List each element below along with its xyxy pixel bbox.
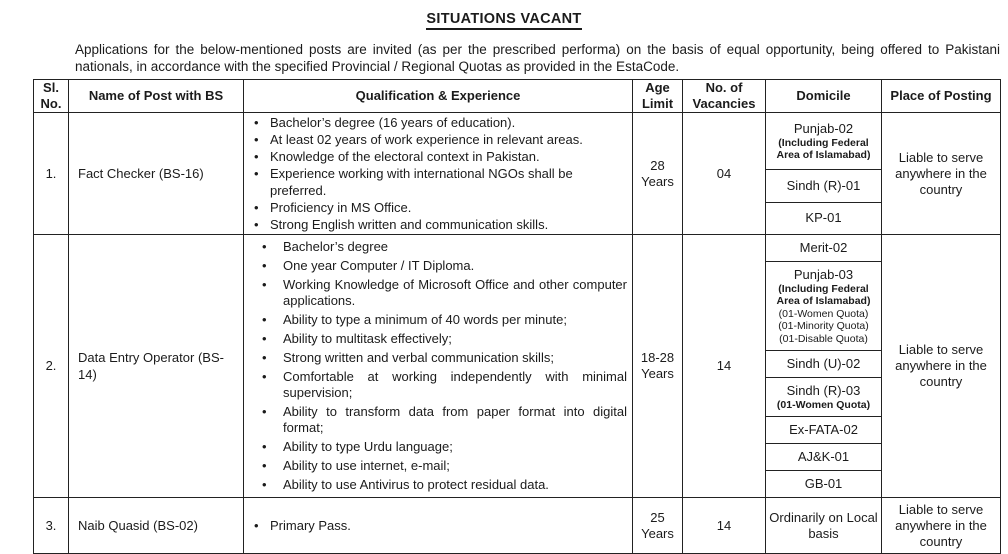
domicile-entry: [766, 498, 881, 553]
qualification-bullet: • Bachelor’s degree (16 years of education).: [249, 114, 627, 131]
page-title: SITUATIONS VACANT: [426, 11, 581, 30]
table-header-row: [34, 80, 1001, 113]
cell-age-limit: 28 Years: [633, 113, 683, 235]
intro-paragraph: Applications for the below-mentioned posts are invited (as per the prescribed performa) on the basis of equal opportunity, being offered to Pakistani nationals, in accordance with the specified Provincial / Regional Quotas as provided in the EstaCode.: [75, 42, 1000, 74]
cell-vacancies: 14: [683, 498, 766, 554]
domicile-value: Sindh (R)-03: [786, 383, 861, 398]
column-header-age-limit: Age Limit: [633, 80, 683, 113]
domicile-quota-note: (01-Minority Quota): [778, 320, 869, 333]
domicile-value: Sindh (U)-02: [786, 356, 861, 372]
qualification-bullet: • Ability to use Antivirus to protect residual data.: [249, 477, 627, 493]
qualification-bullet: • One year Computer / IT Diploma.: [249, 258, 627, 274]
vacancies-table: [33, 79, 1001, 554]
column-header-qualification: Qualification & Experience: [244, 80, 633, 113]
qualification-bullet: • Strong written and verbal communication skills;: [249, 350, 627, 366]
title-row: [33, 10, 975, 32]
cell-vacancies: 14: [683, 235, 766, 498]
cell-domicile: [766, 113, 882, 235]
qualification-bullet: • Strong English written and communication skills.: [249, 216, 627, 233]
qualification-list: [249, 114, 627, 233]
cell-qualification: [244, 235, 633, 498]
domicile-value: Ex-FATA-02: [789, 422, 858, 438]
domicile-entry: [766, 378, 881, 417]
cell-sl-no: 1.: [34, 113, 69, 235]
domicile-stack: [766, 113, 881, 234]
qualification-bullet: • Knowledge of the electoral context in Pakistan.: [249, 148, 627, 165]
domicile-value: Punjab-02: [793, 120, 854, 136]
cell-qualification: [244, 498, 633, 554]
table-row-naib-quasid: [34, 498, 1001, 554]
domicile-value: Ordinarily on Local basis: [769, 509, 878, 541]
cell-post-name: Fact Checker (BS-16): [69, 113, 244, 235]
cell-place-of-posting: Liable to serve anywhere in the country: [882, 113, 1001, 235]
domicile-entry: [766, 235, 881, 262]
domicile-stack: [766, 235, 881, 497]
domicile-value: AJ&K-01: [797, 449, 850, 465]
cell-domicile: [766, 235, 882, 498]
domicile-entry: [766, 444, 881, 471]
domicile-value: Punjab-03: [793, 266, 854, 282]
qualification-list: [249, 239, 627, 493]
domicile-value: GB-01: [804, 476, 843, 492]
cell-domicile: [766, 498, 882, 554]
cell-place-of-posting: Liable to serve anywhere in the country: [882, 498, 1001, 554]
domicile-entry: [766, 113, 881, 170]
domicile-entry: [766, 170, 881, 202]
domicile-entry: [766, 262, 881, 351]
domicile-value: KP-01: [805, 210, 842, 226]
domicile-entry: [766, 351, 881, 378]
domicile-note: (Including Federal Area of Islamabad): [776, 136, 871, 162]
qualification-bullet: • Ability to transform data from paper format into digital format;: [249, 404, 627, 436]
table-row-data-entry-operator: [34, 235, 1001, 498]
qualification-bullet: • At least 02 years of work experience in relevant areas.: [249, 131, 627, 148]
qualification-bullet: • Ability to use internet, e-mail;: [249, 458, 627, 474]
column-header-sl-no: Sl. No.: [34, 80, 69, 113]
qualification-bullet: • Proficiency in MS Office.: [249, 199, 627, 216]
cell-qualification: [244, 113, 633, 235]
cell-age-limit: 25 Years: [633, 498, 683, 554]
qualification-bullet: • Bachelor’s degree: [249, 239, 627, 255]
domicile-entry: [766, 417, 881, 444]
qualification-bullet: • Ability to type a minimum of 40 words per minute;: [249, 312, 627, 328]
qualification-bullet: • Experience working with international NGOs shall be preferred.: [249, 165, 627, 199]
qualification-list: [249, 517, 627, 534]
cell-vacancies: 04: [683, 113, 766, 235]
cell-sl-no: 3.: [34, 498, 69, 554]
cell-post-name: Data Entry Operator (BS-14): [69, 235, 244, 498]
qualification-bullet: • Working Knowledge of Microsoft Office and other computer applications.: [249, 277, 627, 309]
domicile-note: (01-Women Quota): [776, 399, 871, 411]
table-row-fact-checker: [34, 113, 1001, 235]
column-header-place-of-posting: Place of Posting: [882, 80, 1001, 113]
column-header-domicile: Domicile: [766, 80, 882, 113]
column-header-vacancies: No. of Vacancies: [683, 80, 766, 113]
cell-sl-no: 2.: [34, 235, 69, 498]
domicile-quota-note: (01-Disable Quota): [779, 332, 868, 345]
domicile-quota-note: (01-Women Quota): [778, 307, 869, 320]
qualification-bullet: • Ability to multitask effectively;: [249, 331, 627, 347]
qualification-bullet: • Primary Pass.: [249, 517, 627, 534]
domicile-note: (Including Federal Area of Islamabad): [776, 282, 871, 308]
qualification-bullet: • Comfortable at working independently with minimal supervision;: [249, 369, 627, 401]
domicile-value: Sindh (R)-01: [786, 177, 861, 193]
cell-place-of-posting: Liable to serve anywhere in the country: [882, 235, 1001, 498]
domicile-entry: [766, 471, 881, 497]
qualification-bullet: • Ability to type Urdu language;: [249, 439, 627, 455]
cell-post-name: Naib Quasid (BS-02): [69, 498, 244, 554]
domicile-stack: [766, 498, 881, 553]
domicile-value: Merit-02: [799, 239, 848, 255]
cell-age-limit: 18-28 Years: [633, 235, 683, 498]
column-header-post-name: Name of Post with BS: [69, 80, 244, 113]
domicile-entry: [766, 203, 881, 234]
